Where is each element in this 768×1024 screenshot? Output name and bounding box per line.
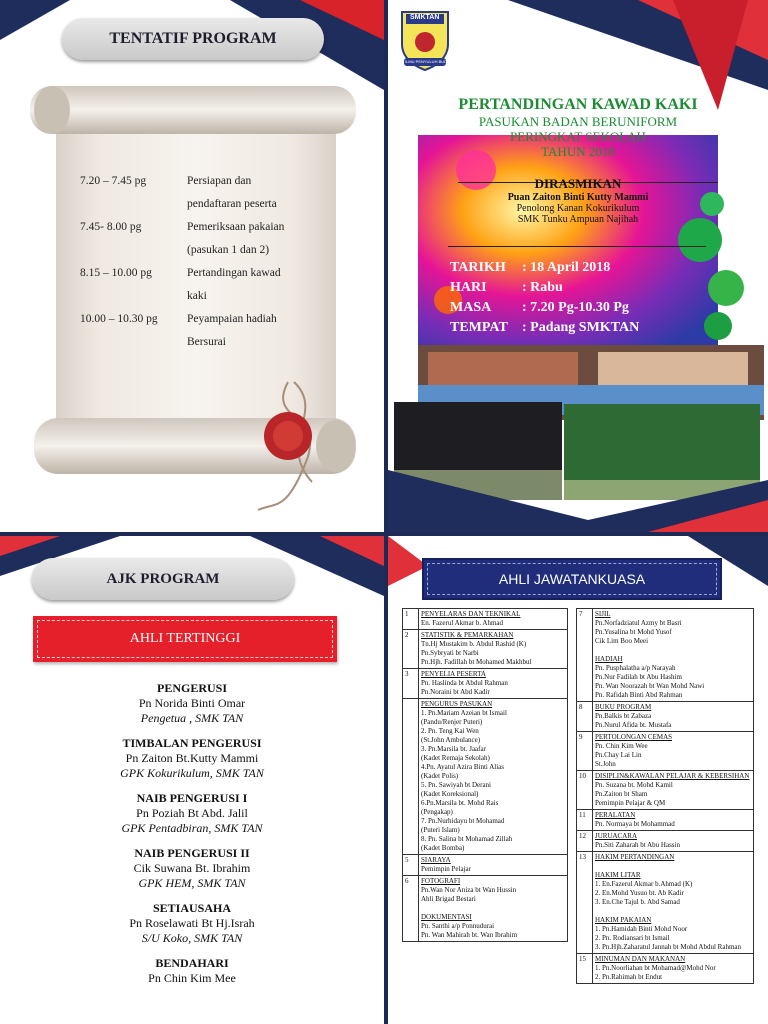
detail-label: MASA — [450, 300, 492, 315]
schedule-time: 7.20 – 7.45 pg — [80, 175, 147, 187]
committee-member: Pn.Norfadziatul Azmy bt Basri — [595, 619, 682, 627]
committee-table-left — [402, 608, 568, 942]
committee-row — [403, 699, 568, 855]
committee-heading: JURUACARA — [595, 832, 638, 840]
member-entry — [0, 846, 384, 891]
committee-member: Pn. Santhi a/p Ponnudurai — [421, 922, 495, 930]
schedule-row — [80, 331, 320, 354]
committee-member — [421, 904, 565, 913]
member-role: BENDAHARI — [155, 956, 229, 970]
committee-members — [593, 831, 754, 852]
committee-members — [419, 855, 568, 876]
schedule-activity: Pertandingan kawad — [187, 267, 281, 279]
committee-members — [419, 630, 568, 669]
guest-name: Puan Zaiton Binti Kutty Mammi — [507, 192, 649, 203]
committee-row — [577, 810, 754, 831]
detail-value: : 7.20 Pg-10.30 Pg — [522, 300, 629, 315]
event-title: PERTANDINGAN KAWAD KAKI — [458, 96, 698, 113]
committee-member: (Kadet Koreksional) — [421, 790, 479, 798]
committee-member: Pemimpin Pelajar & QM — [595, 799, 666, 807]
committee-member: Pn.Chay Lai Lin — [595, 751, 642, 759]
committee-member: (Kadet Polis) — [421, 772, 459, 780]
committee-number: 10 — [577, 771, 593, 810]
committee-row — [577, 831, 754, 852]
member-name: Pn Zaiton Bt.Kutty Mammi — [125, 751, 259, 765]
page-title: AJK PROGRAM — [106, 571, 220, 587]
committee-member: Pn.Nur Fadilah bt Abu Hashim — [595, 673, 682, 681]
event-year: TAHUN 2018 — [541, 144, 615, 159]
committee-member: 2. Pn. Rodiansari bt Ismail — [595, 934, 670, 942]
committee-members — [419, 609, 568, 630]
committee-member: (Kadet Remaja Sekolah) — [421, 754, 490, 762]
schedule-time — [80, 285, 187, 308]
schedule-list — [80, 170, 320, 354]
schedule-activity: (pasukan 1 dan 2) — [187, 244, 270, 256]
committee-member: Pn. Suzana bt. Mohd Kamil — [595, 781, 673, 789]
committee-members — [419, 669, 568, 699]
member-name: Pn Poziah Bt Abd. Jalil — [136, 806, 248, 820]
schedule-activity: Peyampaian hadiah — [187, 313, 277, 325]
committee-members — [593, 771, 754, 810]
member-entry — [0, 791, 384, 836]
logo-text: SMKTAN — [410, 14, 440, 21]
committee-member: Pemimpin Pelajar — [421, 865, 471, 873]
schedule-time — [80, 193, 187, 216]
committee-member: Pn.Yusalina bt Mohd Yusof — [595, 628, 672, 636]
schedule-activity: Pemeriksaan pakaian — [187, 221, 285, 233]
committee-heading: BUKU PROGRAM — [595, 703, 652, 711]
committee-heading: PENYELARAS DAN TEKNIKAL — [421, 610, 521, 618]
committee-number: 13 — [577, 852, 593, 954]
committee-member: 1. En.Fazerul Akmar b.Ahmad (K) — [595, 880, 693, 888]
committee-number: 2 — [403, 630, 419, 669]
detail-value: : Padang SMKTAN — [522, 320, 640, 335]
committee-heading: PENYELIA PESERTA — [421, 670, 486, 678]
committee-member: Pn. Wan Noorazah bt Wan Mohd Nawi — [595, 682, 705, 690]
member-post: GPK Kokurikulum, SMK TAN — [120, 766, 264, 780]
committee-row — [403, 609, 568, 630]
committee-row — [403, 876, 568, 942]
committee-member: 8. Pn. Salina bt Mohamad Zillah — [421, 835, 513, 843]
detail-label: TARIKH — [450, 260, 506, 275]
committee-number: 8 — [577, 702, 593, 732]
committee-heading: HAKIM LITAR — [595, 871, 641, 879]
committee-heading: MINUMAN DAN MAKANAN — [595, 955, 686, 963]
committee-member: 5. Pn. Sawiyah bt Derani — [421, 781, 491, 789]
event-level: PERINGKAT SEKOLAH — [510, 129, 646, 144]
committee-number: 1 — [403, 609, 419, 630]
committee-number: 7 — [577, 609, 593, 702]
schedule-time: 10.00 – 10.30 pg — [80, 313, 158, 325]
schedule-time: 8.15 – 10.00 pg — [80, 267, 152, 279]
committee-number: 3 — [403, 669, 419, 699]
committee-number: 15 — [577, 954, 593, 984]
committee-member: Cik Lim Boo Meei — [595, 637, 649, 645]
committee-member: Pn. Pusphalatha a/p Narayah — [595, 664, 676, 672]
detail-value: : Rabu — [522, 280, 563, 295]
detail-label: HARI — [450, 280, 487, 295]
committee-member: 3. Pn.Hjh.Zaharatul Jannah bt Mohd Abdul Rahman — [595, 943, 742, 951]
committee-member: 3. En.Che Tajul b. Abd Samad — [595, 898, 680, 906]
committee-member: (Pengakap) — [421, 808, 453, 816]
committee-member: Pn. Normaya bt Mohammad — [595, 820, 675, 828]
schedule-time: 7.45- 8.00 pg — [80, 221, 142, 233]
event-detail-row — [450, 258, 750, 278]
committee-heading: SIARAYA — [421, 856, 451, 864]
dirasmikan-label: DIRASMIKAN — [534, 176, 622, 191]
committee-member: Pn. Chin Kim Wee — [595, 742, 648, 750]
committee-member: (Puteri Islam) — [421, 826, 460, 834]
committee-row — [577, 609, 754, 702]
committee-member: 1. Pn.Hamidah Binti Mohd Noor — [595, 925, 688, 933]
cover-heading — [388, 96, 768, 159]
detail-label: TEMPAT — [450, 320, 508, 335]
committee-number — [403, 699, 419, 855]
member-list — [0, 681, 384, 996]
schedule-row — [80, 193, 320, 216]
schedule-activity: Bersurai — [187, 336, 226, 348]
school-logo — [396, 10, 454, 72]
event-detail-row — [450, 298, 750, 318]
committee-members — [593, 609, 754, 702]
committee-title-box — [422, 558, 722, 600]
member-role: SETIAUSAHA — [152, 901, 232, 915]
committee-member: Pn.Sybryati bt Narbi — [421, 649, 479, 657]
committee-heading: FOTOGRAFI — [421, 877, 461, 885]
committee-row — [403, 630, 568, 669]
committee-member: Pn.Zaiton bt Sham — [595, 790, 648, 798]
committee-members — [593, 954, 754, 984]
committee-member: Pn.Nurul Afida bt. Mustafa — [595, 721, 672, 729]
committee-members — [419, 876, 568, 942]
member-role: NAIB PENGERUSI II — [134, 846, 250, 860]
committee-row — [403, 855, 568, 876]
page-title: TENTATIF PROGRAM — [109, 30, 277, 47]
schedule-row — [80, 170, 320, 193]
schedule-row — [80, 262, 320, 285]
guest-school: SMK Tunku Ampuan Najihah — [517, 214, 639, 225]
committee-number: 11 — [577, 810, 593, 831]
member-name: Pn Roselawati Bt Hj.Israh — [129, 916, 255, 930]
committee-member: 2. Pn. Teng Kai Wen — [421, 727, 479, 735]
event-detail-row — [450, 318, 750, 338]
member-entry — [0, 736, 384, 781]
committee-member: Pn.Siti Zaharah bt Abu Hassin — [595, 841, 680, 849]
ahli-tertinggi-banner — [33, 616, 337, 662]
member-role: PENGERUSI — [156, 681, 227, 695]
schedule-row — [80, 285, 320, 308]
committee-member: 4.Pn. Ayatul Azira Binti Alias — [421, 763, 504, 771]
committee-member: St.John — [595, 760, 616, 768]
event-subtitle: PASUKAN BADAN BERUNIFORM — [478, 114, 678, 129]
schedule-time — [80, 331, 187, 354]
committee-member: 2. En.Mohd Yusuo bt. Ab Kadir — [595, 889, 684, 897]
committee-number: 6 — [403, 876, 419, 942]
committee-member: 1. Pn.Noorliahan bt Mohamad@Mohd Nor — [595, 964, 716, 972]
committee-panel — [388, 536, 768, 1024]
divider — [448, 246, 706, 247]
committee-row — [577, 852, 754, 954]
committee-heading: HADIAH — [595, 655, 623, 663]
event-details — [450, 258, 750, 338]
committee-heading: SIJIL — [595, 610, 611, 618]
committee-member: Pn.Balkis bt Zabaza — [595, 712, 652, 720]
committee-row — [577, 954, 754, 984]
member-name: Cik Suwana Bt. Ibrahim — [133, 861, 251, 875]
committee-number: 12 — [577, 831, 593, 852]
committee-row — [403, 669, 568, 699]
committee-heading: DOKUMENTASI — [421, 913, 472, 921]
member-post: GPK Pentadbiran, SMK TAN — [121, 821, 263, 835]
cover-panel — [388, 0, 768, 532]
committee-title: AHLI JAWATANKUASA — [427, 563, 717, 595]
member-name: Pn Norida Binti Omar — [138, 696, 246, 710]
committee-member: (Kadet Bomba) — [421, 844, 465, 852]
tentatif-panel — [0, 0, 384, 532]
member-role: TIMBALAN PENGERUSI — [122, 736, 262, 750]
committee-heading: STATISTIK & PEMARKAHAN — [421, 631, 514, 639]
committee-member: 3. Pn.Marsila bt. Jaafar — [421, 745, 486, 753]
member-post: S/U Koko, SMK TAN — [141, 931, 243, 945]
member-name: Pn Chin Kim Mee — [148, 971, 236, 985]
event-detail-row — [450, 278, 750, 298]
section-title-pill — [62, 18, 324, 60]
committee-members — [419, 699, 568, 855]
committee-number: 9 — [577, 732, 593, 771]
committee-members — [593, 810, 754, 831]
member-post: Pengetua , SMK TAN — [140, 711, 244, 725]
schedule-activity: kaki — [187, 290, 207, 302]
committee-member: (Pandu/Renjer Puteri) — [421, 718, 483, 726]
committee-heading: DISIPLIN&KAWALAN PELAJAR & KEBERSIHAN — [595, 772, 750, 780]
committee-member: 1. Pn.Mariam Azeian bt Ismail — [421, 709, 507, 717]
committee-members — [593, 702, 754, 732]
committee-member — [595, 907, 751, 916]
committee-heading: HAKIM PERTANDINGAN — [595, 853, 675, 861]
committee-members — [593, 732, 754, 771]
schedule-row — [80, 308, 320, 331]
committee-number: 5 — [403, 855, 419, 876]
committee-member: 7. Pn.Nurhidayu bt Mohamad — [421, 817, 505, 825]
schedule-activity: Persiapan dan — [187, 175, 252, 187]
committee-member: Tn.Hj Mustakim b. Abdul Rashid (K) — [421, 640, 527, 648]
ajk-panel — [0, 536, 384, 1024]
section-title-pill — [32, 558, 294, 600]
schedule-row — [80, 216, 320, 239]
officiating-block — [388, 176, 768, 225]
committee-members — [593, 852, 754, 954]
schedule-activity: pendaftaran peserta — [187, 198, 277, 210]
committee-heading: HAKIM PAKAIAN — [595, 916, 652, 924]
committee-member: Pn.Noraini bt Abd Kadir — [421, 688, 490, 696]
member-entry — [0, 901, 384, 946]
guest-role: Penolong Kanan Kokurikulum — [516, 203, 640, 214]
detail-value: : 18 April 2018 — [522, 260, 611, 275]
committee-row — [577, 771, 754, 810]
committee-row — [577, 702, 754, 732]
committee-member: Pn.Hjh. Fadillah bt Mohamed Makhbul — [421, 658, 532, 666]
committee-member: Pn.Wan Nor Aniza bt Wan Hussin — [421, 886, 517, 894]
committee-member: En. Fazerul Akmar b. Ahmad — [421, 619, 504, 627]
schedule-row — [80, 239, 320, 262]
member-post: GPK HEM, SMK TAN — [138, 876, 246, 890]
member-entry — [0, 956, 384, 986]
member-entry — [0, 681, 384, 726]
committee-heading: PENGURUS PASUKAN — [421, 700, 493, 708]
member-role: NAIB PENGERUSI I — [136, 791, 248, 805]
committee-member: Pn. Rafidah Binti Abd Rahman — [595, 691, 683, 699]
logo-motto: ILMU PENYULUH BUDI — [405, 59, 449, 64]
committee-table-right — [576, 608, 754, 984]
committee-member: Pn. Wan Mahirah bt. Wan Ibrahim — [421, 931, 518, 939]
banner-label: AHLI TERTINGGI — [37, 620, 333, 658]
committee-member: 2. Pn.Rahimah bt Endut — [595, 973, 663, 981]
committee-heading: PERALATAN — [595, 811, 636, 819]
committee-member: Pn. Haslinda bt Abdul Rahman — [421, 679, 508, 687]
committee-member — [595, 646, 751, 655]
committee-member — [595, 862, 751, 871]
schedule-time — [80, 239, 187, 262]
committee-member: Ahli Brigad Bestari — [421, 895, 476, 903]
committee-row — [577, 732, 754, 771]
committee-member: 6.Pn.Marsila bt. Mohd Rais — [421, 799, 499, 807]
committee-heading: PERTOLONGAN CEMAS — [595, 733, 673, 741]
committee-member: (St.John Ambulance) — [421, 736, 481, 744]
